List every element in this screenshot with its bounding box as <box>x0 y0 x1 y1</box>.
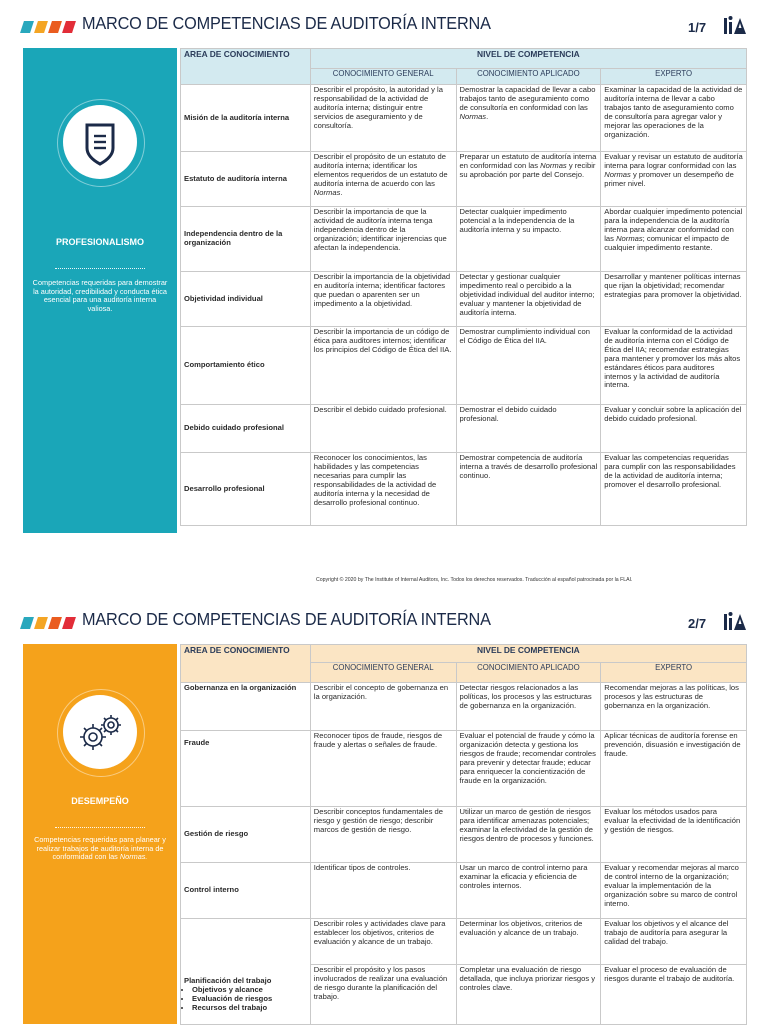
aplicado-cell: Detectar y gestionar cualquier impedimento real o percibido a la objetividad individual del auditor interno; evaluar y mantener la objetividad de auditoría interna. <box>456 272 601 327</box>
area-label: Planificación del trabajo <box>184 976 272 985</box>
dotted-divider <box>55 268 145 269</box>
area-cell: Control interno <box>181 863 311 919</box>
shield-icon <box>63 105 137 179</box>
experto-cell: Aplicar técnicas de auditoría forense en prevención, disuasión e investigación de fraude. <box>601 731 747 807</box>
normas-emphasis: Normas <box>604 169 631 179</box>
experto-cell: Evaluar los métodos usados para evaluar la efectividad de la identificación y gestión de riesgos. <box>601 807 747 863</box>
aplicado-cell: Preparar un estatuto de auditoría interna en conformidad con las Normas y recibir su aprobación por parte del Consejo. <box>456 152 601 207</box>
gears-emblem <box>63 695 137 769</box>
aplicado-cell: Demostrar competencia de auditoría interna a través de desarrollo profesional continuo. <box>456 453 601 526</box>
aplicado-cell: Detectar cualquier impedimento potencial a la independencia de la auditoría interna y su impacto. <box>456 207 601 272</box>
general-cell: Describir la importancia de un código de ética para auditores internos; identificar los principios del Código de Ética del IIA. <box>310 327 456 405</box>
experto-cell: Evaluar y concluir sobre la aplicación del debido cuidado profesional. <box>601 405 747 453</box>
list-item: • Objetivos y alcance <box>192 986 307 995</box>
experto-cell: Examinar la capacidad de la actividad de auditoría interna de llevar a cabo trabajos tanto de aseguramiento como de consultoría para agregar valor y mejorar las operaciones de la organización. <box>601 85 747 152</box>
table-row <box>181 919 747 965</box>
table-row <box>181 405 747 453</box>
page-header <box>0 596 768 636</box>
table-row <box>181 85 747 152</box>
table-row <box>181 863 747 919</box>
area-header: AREA DE CONOCIMIENTO <box>181 49 311 85</box>
aplicado-cell: Evaluar el potencial de fraude y cómo la organización detecta y gestiona los riesgos de fraude; recomendar controles para prevenir y detectar fraude; educar para enriquecer la concientización de fraude en la organización. <box>456 731 601 807</box>
page-title: MARCO DE COMPETENCIAS DE AUDITORÍA INTERNA <box>82 13 491 33</box>
aplicado-cell: Determinar los objetivos, criterios de evaluación y alcance de un trabajo. <box>456 919 601 965</box>
general-cell: Describir el propósito y los pasos involucrados de realizar una evaluación de riesgo durante la planificación del trabajo. <box>310 965 456 1025</box>
area-cell-planificacion <box>181 919 311 1025</box>
col-general-header: CONOCIMIENTO GENERAL <box>310 69 456 85</box>
experto-cell: Desarrollar y mantener políticas internas que rijan la objetividad; recomendar estrategias para promover la objetividad. <box>601 272 747 327</box>
iia-logo-icon <box>722 610 748 632</box>
area-cell: Objetividad individual <box>181 272 311 327</box>
table-row <box>181 152 747 207</box>
experto-cell: Evaluar y recomendar mejoras al marco de control interno de la organización; evaluar la implementación de la organización sobre su marco de control interno. <box>601 863 747 919</box>
experto-cell: Evaluar los objetivos y el alcance del trabajo de auditoría para asegurar la calidad del trabajo. <box>601 919 747 965</box>
aplicado-cell: Utilizar un marco de gestión de riesgos para identificar amenazas potenciales; examinar la efectividad de la gestión de riesgos dentro de procesos y funciones. <box>456 807 601 863</box>
area-cell: Fraude <box>181 731 311 807</box>
normas-emphasis: Normas <box>459 111 487 121</box>
col-experto-header: EXPERTO <box>601 663 747 683</box>
page-2 <box>0 596 768 1024</box>
general-cell: Describir el propósito, la autoridad y la responsabilidad de la actividad de auditoría interna; distinguir entre servicios de aseguramiento y de consultoría. <box>310 85 456 152</box>
table-row <box>181 453 747 526</box>
area-cell: Gobernanza en la organización <box>181 683 311 731</box>
copyright-notice: Copyright © 2020 by The Institute of Internal Auditors, Inc. Todos los derechos reservados. Traducción al español patrocinada por la FLAI. <box>316 577 633 583</box>
general-cell: Describir el concepto de gobernanza en la organización. <box>310 683 456 731</box>
area-header: AREA DE CONOCIMIENTO <box>181 645 311 683</box>
experto-cell: Recomendar mejoras a las políticas, los procesos y las estructuras de gobernanza en la organización. <box>601 683 747 731</box>
side-panel-desempeno <box>23 644 177 1024</box>
experto-cell: Evaluar el proceso de evaluación de riesgos durante el trabajo de auditoría. <box>601 965 747 1025</box>
normas-emphasis: Normas <box>540 160 567 170</box>
area-cell: Independencia dentro de la organización <box>181 207 311 272</box>
col-aplicado-header: CONOCIMIENTO APLICADO <box>456 69 601 85</box>
area-cell: Debido cuidado profesional <box>181 405 311 453</box>
side-description <box>31 836 169 862</box>
list-item: • Recursos del trabajo <box>192 1004 307 1013</box>
normas-emphasis: Normas <box>313 187 341 197</box>
sub-topic-list <box>184 986 307 1013</box>
aplicado-cell: Completar una evaluación de riesgo detallada, que incluya priorizar riesgos y controles clave. <box>456 965 601 1025</box>
general-cell: Describir conceptos fundamentales de riesgo y gestión de riesgo; describir marcos de gestión de riesgo. <box>310 807 456 863</box>
page-number: 1/7 <box>688 20 707 35</box>
aplicado-cell: Demostrar la capacidad de llevar a cabo trabajos tanto de aseguramiento como de consultoría en conformidad con las Normas. <box>456 85 601 152</box>
normas-emphasis: Normas <box>616 233 643 243</box>
aplicado-cell: Usar un marco de control interno para examinar la eficacia y eficiencia de controles internos. <box>456 863 601 919</box>
side-label: DESEMPEÑO <box>71 796 129 806</box>
col-experto-header: EXPERTO <box>601 69 747 85</box>
competency-table <box>180 48 747 526</box>
table-row <box>181 207 747 272</box>
side-description: Competencias requeridas para demostrar la autoridad, credibilidad y conducta ética esencial para una auditoría interna valiosa. <box>32 278 168 313</box>
side-label: PROFESIONALISMO <box>55 237 144 247</box>
col-general-header: CONOCIMIENTO GENERAL <box>310 663 456 683</box>
general-cell: Reconocer tipos de fraude, riesgos de fraude y alertas o señales de fraude. <box>310 731 456 807</box>
general-cell: Describir la importancia de que la actividad de auditoría interna tenga independencia dentro de la organización; identificar injerencias que afectan la independencia. <box>310 207 456 272</box>
side-description-normas: Normas. <box>119 852 148 862</box>
shield-emblem <box>63 105 137 179</box>
dotted-divider <box>55 827 145 828</box>
table-row <box>181 807 747 863</box>
side-description-text: Competencias requeridas para planear y realizar trabajos de auditoría interna de conformidad con las <box>34 835 166 862</box>
aplicado-cell: Detectar riesgos relacionados a las políticas, los procesos y las estructuras de gobernanza en la organización. <box>456 683 601 731</box>
page-title: MARCO DE COMPETENCIAS DE AUDITORÍA INTERNA <box>82 609 491 629</box>
general-cell: Describir roles y actividades clave para establecer los objetivos, criterios de evaluación y alcance de un trabajo. <box>310 919 456 965</box>
table-row <box>181 272 747 327</box>
page-number: 2/7 <box>688 616 707 631</box>
color-stripes-icon <box>22 21 77 33</box>
area-cell: Comportamiento ético <box>181 327 311 405</box>
general-cell: Describir el propósito de un estatuto de auditoría interna; identificar los elementos requeridos de un estatuto de auditoría interna de acuerdo con las Normas. <box>310 152 456 207</box>
area-cell: Desarrollo profesional <box>181 453 311 526</box>
aplicado-cell: Demostrar cumplimiento individual con el Código de Ética del IIA. <box>456 327 601 405</box>
general-cell: Reconocer los conocimientos, las habilidades y las competencias necesarias para cumplir las responsabilidades de la actividad de auditoría interna y la necesidad de desarrollo profesional continuo. <box>310 453 456 526</box>
gears-icon <box>63 695 137 769</box>
area-cell: Gestión de riesgo <box>181 807 311 863</box>
list-item: • Evaluación de riesgos <box>192 995 307 1004</box>
side-panel-profesionalismo <box>23 48 177 533</box>
page-header <box>0 0 768 40</box>
experto-cell: Abordar cualquier impedimento potencial para la independencia de la auditoría interna para alcanzar conformidad con las Normas; comunicar el impacto de cualquier impedimento restante. <box>601 207 747 272</box>
general-cell: Describir el debido cuidado profesional. <box>310 405 456 453</box>
experto-cell: Evaluar las competencias requeridas para cumplir con las responsabilidades de la actividad de auditoría interna; promover el desarrollo profesional. <box>601 453 747 526</box>
table-row <box>181 327 747 405</box>
general-cell: Identificar tipos de controles. <box>310 863 456 919</box>
area-cell: Estatuto de auditoría interna <box>181 152 311 207</box>
competency-table <box>180 644 747 1025</box>
table-row <box>181 731 747 807</box>
color-stripes-icon <box>22 617 77 629</box>
level-header: NIVEL DE COMPETENCIA <box>310 645 746 663</box>
col-aplicado-header: CONOCIMIENTO APLICADO <box>456 663 601 683</box>
table-row <box>181 683 747 731</box>
general-cell: Describir la importancia de la objetividad en auditoría interna; identificar factores que puedan o aparenten ser un impedimento a la objetividad. <box>310 272 456 327</box>
iia-logo-icon <box>722 14 748 36</box>
aplicado-cell: Demostrar el debido cuidado profesional. <box>456 405 601 453</box>
area-cell: Misión de la auditoría interna <box>181 85 311 152</box>
level-header: NIVEL DE COMPETENCIA <box>310 49 746 69</box>
experto-cell: Evaluar y revisar un estatuto de auditoría interna para lograr conformidad con las Normas y promover un desempeño de primer nivel. <box>601 152 747 207</box>
experto-cell: Evaluar la conformidad de la actividad de auditoría interna con el Código de Ética del IIA; recomendar estrategias para mantener y promover los más altos estándares éticos para auditores internos y la actividad de auditoría interna. <box>601 327 747 405</box>
